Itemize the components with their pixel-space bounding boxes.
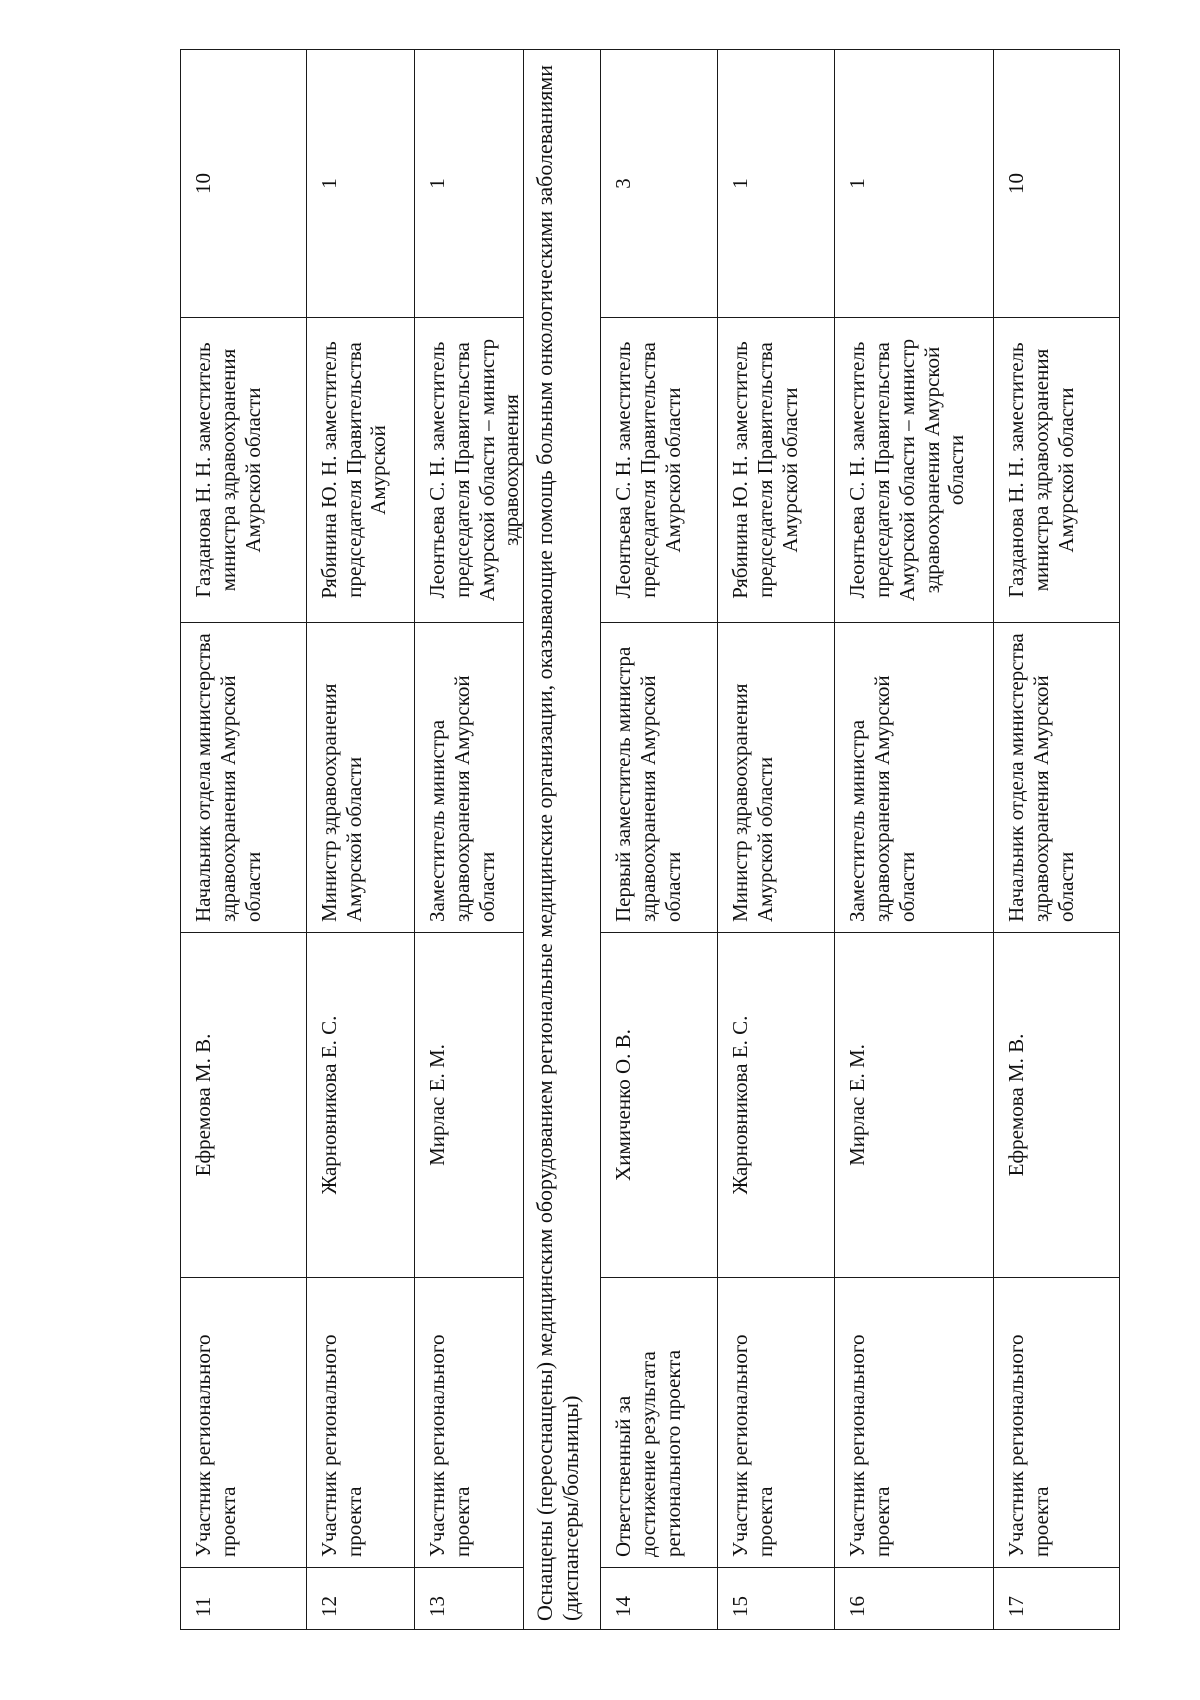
supervisor-text: Рябинина Ю. Н. заместитель председателя Правительства Амурской — [316, 341, 391, 599]
position-cell: Заместитель министра здравоохранения Амурской области — [415, 623, 523, 933]
row-number: 17 — [994, 1568, 1120, 1630]
name-cell: Ефремова М. В. — [181, 933, 307, 1278]
position-cell: Начальник отдела министерства здравоохранения Амурской области — [181, 623, 307, 933]
table-row — [718, 50, 835, 1630]
supervisor-cell — [415, 318, 523, 623]
table-row — [601, 50, 718, 1630]
name-cell: Мирлас Е. М. — [415, 933, 523, 1278]
row-number: 11 — [181, 1568, 307, 1630]
value-cell: 1 — [306, 50, 414, 318]
name-cell: Ефремова М. В. — [994, 933, 1120, 1278]
value-cell: 10 — [994, 50, 1120, 318]
table-row — [306, 50, 414, 1630]
supervisor-cell: Рябинина Ю. Н. заместитель председателя Правительства Амурской области — [718, 318, 835, 623]
supervisor-text: Леонтьева С. Н. заместитель председателя Правительства Амурской области – министр здравоохранения — [425, 338, 524, 602]
position-cell: Министр здравоохранения Амурской области — [306, 623, 414, 933]
supervisor-cell: Леонтьева С. Н. заместитель председателя Правительства Амурской области – министр здравоохранения Амурской области — [835, 318, 994, 623]
role-cell: Участник регионального проекта — [181, 1278, 307, 1568]
supervisor-cell — [601, 318, 718, 623]
position-cell: Заместитель министра здравоохранения Амурской области — [835, 623, 994, 933]
value-cell: 1 — [835, 50, 994, 318]
position-cell: Начальник отдела министерства здравоохранения Амурской области — [994, 623, 1120, 933]
table-row — [415, 50, 523, 1630]
row-number: 15 — [718, 1568, 835, 1630]
role-cell: Участник регионального проекта — [306, 1278, 414, 1568]
supervisor-text: Газданова Н. Н. заместитель министра здравоохранения Амурской области — [191, 342, 265, 598]
responsibility-table — [180, 49, 1120, 1630]
role-cell: Участник регионального проекта — [415, 1278, 523, 1568]
section-heading: Оснащены (переоснащены) медицинским оборудованием региональные медицинские организации, оказывающие помощь больным онкологическими заболеваниями (диспансеры/больницы) — [523, 50, 601, 1630]
table-row — [181, 50, 307, 1630]
row-number: 13 — [415, 1568, 523, 1630]
position-cell: Первый заместитель министра здравоохранения Амурской области — [601, 623, 718, 933]
supervisor-cell — [994, 318, 1120, 623]
value-cell: 1 — [718, 50, 835, 318]
role-cell: Участник регионального проекта — [994, 1278, 1120, 1568]
supervisor-text: Леонтьева С. Н. заместитель председателя Правительства Амурской области — [611, 341, 685, 599]
name-cell: Химиченко О. В. — [601, 933, 718, 1278]
supervisor-cell — [181, 318, 307, 623]
role-cell: Ответственный за достижение результата регионального проекта — [601, 1278, 718, 1568]
role-cell: Участник регионального проекта — [835, 1278, 994, 1568]
value-cell: 1 — [415, 50, 523, 318]
rotated-table-container — [180, 50, 1120, 1630]
value-cell: 10 — [181, 50, 307, 318]
row-number: 16 — [835, 1568, 994, 1630]
supervisor-text: Газданова Н. Н. заместитель министра здравоохранения Амурской области — [1004, 342, 1078, 598]
table-row — [994, 50, 1120, 1630]
supervisor-cell — [306, 318, 414, 623]
row-number: 12 — [306, 1568, 414, 1630]
table-row — [835, 50, 994, 1630]
row-number: 14 — [601, 1568, 718, 1630]
name-cell: Жарновникова Е. С. — [306, 933, 414, 1278]
name-cell: Жарновникова Е. С. — [718, 933, 835, 1278]
role-cell: Участник регионального проекта — [718, 1278, 835, 1568]
section-row — [523, 50, 601, 1630]
value-cell: 3 — [601, 50, 718, 318]
position-cell: Министр здравоохранения Амурской области — [718, 623, 835, 933]
name-cell: Мирлас Е. М. — [835, 933, 994, 1278]
